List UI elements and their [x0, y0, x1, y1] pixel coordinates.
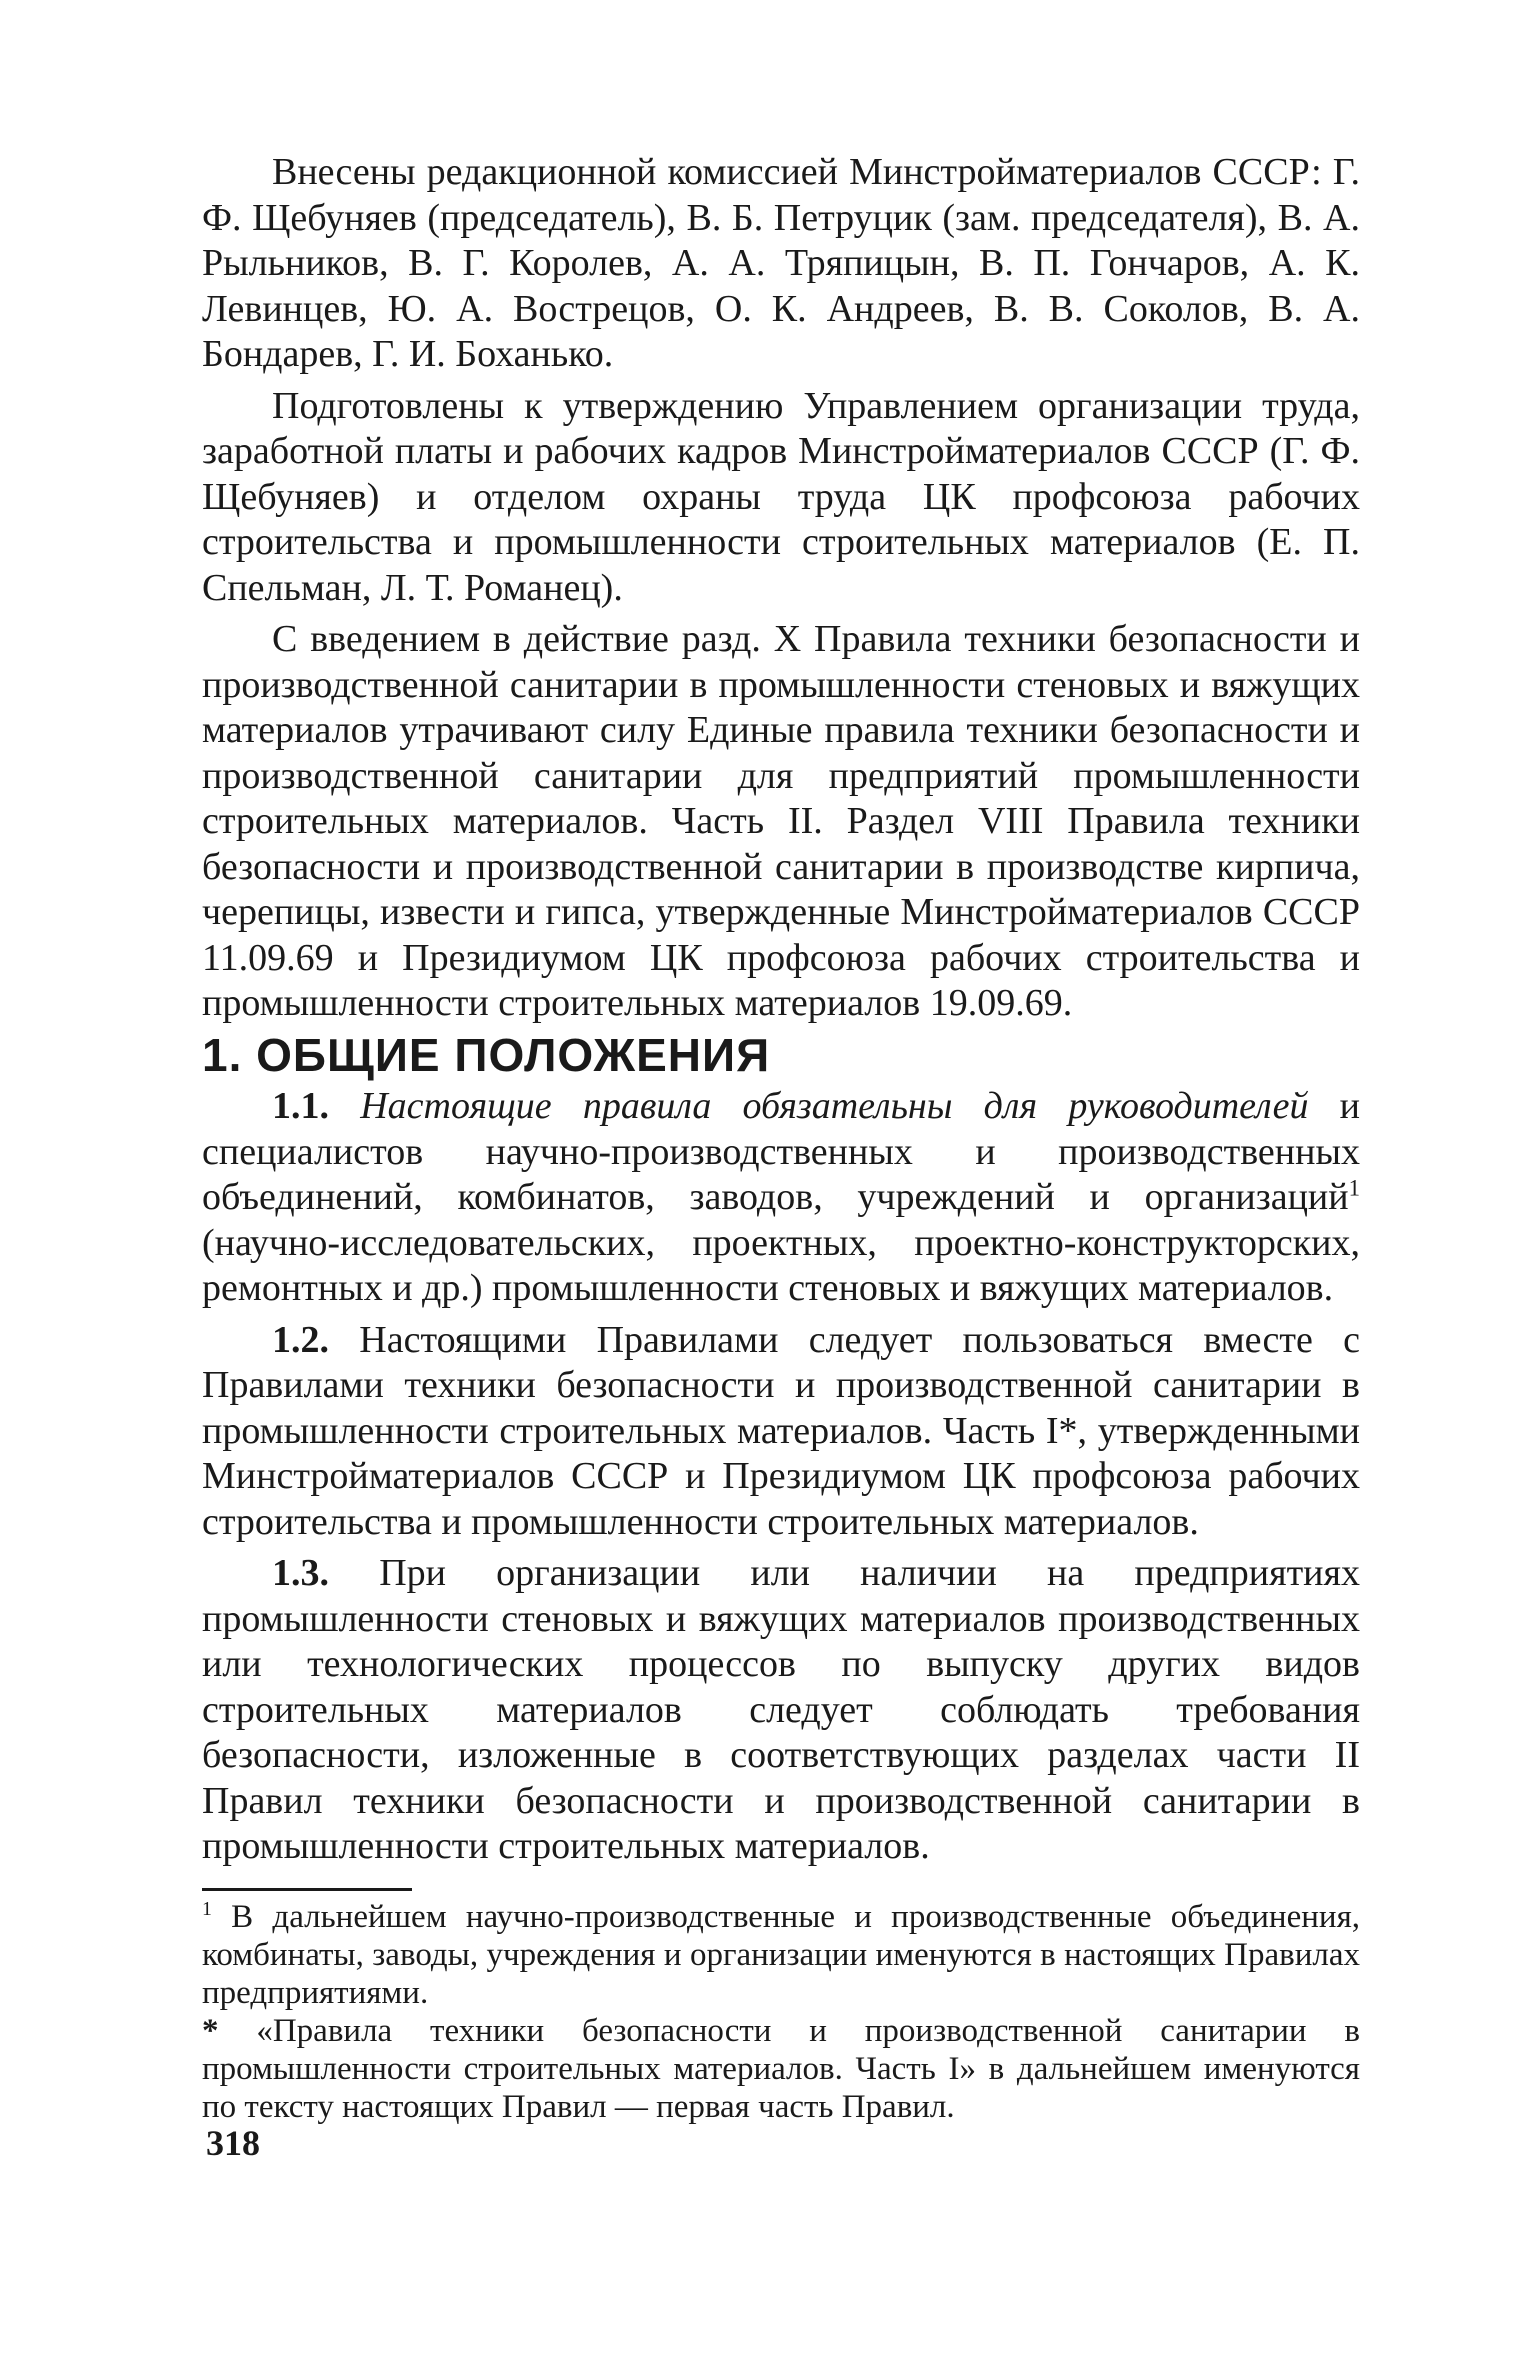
clause-number: 1.1. [272, 1085, 329, 1127]
footnote-text: В дальнейшем научно-производственные и производственные объединения, комбинаты, заводы, учреждения и организации именуются в настоящих Правилах предприятиями. [202, 1899, 1360, 2011]
clause-1-2 [202, 1318, 1360, 1546]
clause-number: 1.2. [272, 1318, 329, 1361]
clause-text: и специалистов научно-производственных и производственных объединений, комбинатов, заводов, учреждений и организаций [202, 1085, 1360, 1218]
page-number: 318 [206, 2123, 260, 2163]
clause-text: При организации или наличии на предприятиях промышленности стеновых и вяжущих материалов производственных или технологических процессов по выпуску других видов строительных материалов следует соблюдать требования безопасности, изложенные в соответствующих разделах части II Правил техники безопасности и производственной санитарии в промышленности строительных материалов. [202, 1552, 1360, 1867]
clause-number: 1.3. [272, 1552, 329, 1594]
footnote-divider [202, 1888, 412, 1891]
clause-lead: Настоящие правила обязательны для руководителей [360, 1085, 1309, 1127]
footnote-1 [202, 1898, 1360, 2012]
footnote-2 [202, 2012, 1360, 2126]
footnotes [202, 1898, 1360, 2126]
main-text [202, 150, 1360, 1876]
clause-1-1 [202, 1084, 1360, 1312]
intro-paragraph-prepared: Подготовлены к утверждению Управлением организации труда, заработной платы и рабочих кадров Минстройматериалов СССР (Г. Ф. Щебуняев) и отделом охраны труда ЦК профсоюза рабочих строительства и промышленности строительных материалов (Е. П. Спельман, Л. Т. Романец). [202, 384, 1360, 609]
footnote-mark: 1 [202, 1898, 212, 1920]
footnote-ref: 1 [1348, 1175, 1360, 1201]
intro-paragraph-editors: Внесены редакционной комиссией Минстройматериалов СССР: Г. Ф. Щебуняев (председатель), В. Б. Петруцик (зам. председателя), В. А. Рыльников, В. Г. Королев, А. А. Тряпицын, В. П. Гончаров, А. К. Левинцев, Ю. А. Вострецов, О. К. Андреев, В. В. Соколов, В. А. Бондарев, Г. И. Боханько. [202, 151, 1360, 375]
clause-text-tail: (научно-исследовательских, проектных, проектно-конструкторских, ремонтных и др.) промышленности стеновых и вяжущих материалов. [202, 1221, 1360, 1309]
intro-paragraph-supersedes: С введением в действие разд. X Правила техники безопасности и производственной санитарии в промышленности стеновых и вяжущих материалов утрачивают силу Единые правила техники безопасности и производственной санитарии для предприятий промышленности строительных материалов. Часть II. Раздел VIII Правила техники безопасности и производственной санитарии в производстве кирпича, черепицы, извести и гипса, утвержденные Минстройматериалов СССР 11.09.69 и Президиумом ЦК профсоюза рабочих строительства и промышленности строительных материалов 19.09.69. [202, 618, 1360, 1024]
clause-1-3 [202, 1551, 1360, 1870]
section-heading: 1. ОБЩИЕ ПОЛОЖЕНИЯ [202, 1028, 771, 1081]
footnote-text: «Правила техники безопасности и производственной санитарии в промышленности строительных материалов. Часть I» в дальнейшем именуются по тексту настоящих Правил — первая часть Правил. [202, 2013, 1360, 2125]
footnote-mark: * [202, 2013, 219, 2049]
clause-text: Настоящими Правилами следует пользоваться вместе с Правилами техники безопасности и производственной санитарии в промышленности строительных материалов. Часть I*, утвержденными Минстройматериалов СССР и Президиумом ЦК профсоюза рабочих строительства и промышленности строительных материалов. [202, 1318, 1360, 1543]
